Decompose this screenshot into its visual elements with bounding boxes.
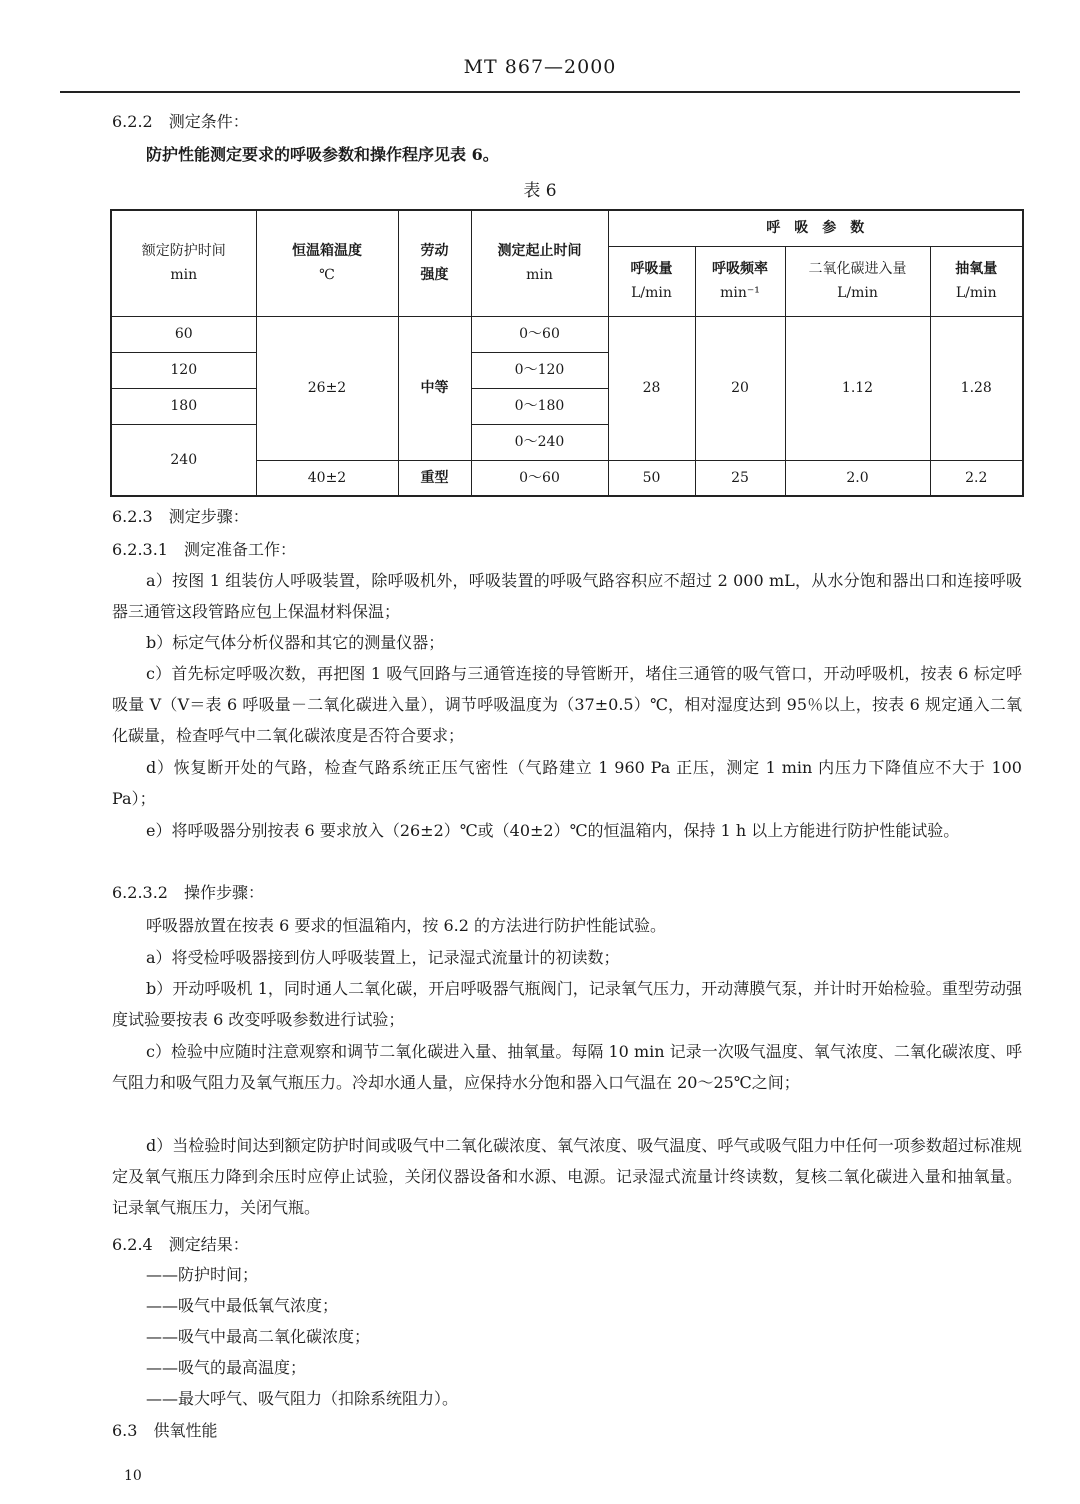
paragraph-prep-d: d）恢复断开处的气路，检查气路系统正压气密性（气路建立 1 960 Pa 正压，测定 1 min 内压力下降值应不大于 100 Pa）； (112, 758, 1022, 808)
paragraph-ops-intro: 呼吸器放置在按表 6 要求的恒温箱内，按 6.2 的方法进行防护性能试验。 (146, 916, 666, 935)
table-cell: 0～180 (471, 388, 608, 424)
col-header-temperature: 恒温箱温度 ℃ (256, 210, 398, 316)
table-cell: 60 (111, 316, 256, 352)
result-item: ——吸气的最高温度； (146, 1358, 307, 1377)
paragraph-ops-b: b）开动呼吸机 1，同时通人二氧化碳，开启呼吸器气瓶阀门，记录氧气压力，开动薄膜气泵，并计时开始检验。重型劳动强度试验要按表 6 改变呼吸参数进行试验； (112, 979, 1022, 1029)
result-item: ——吸气中最低氧气浓度； (146, 1296, 339, 1315)
table-cell: 2.0 (785, 460, 930, 496)
section-6-2-2-heading: 6.2.2 测定条件： (112, 112, 249, 131)
paragraph-ops-c: c）检验中应随时注意观察和调节二氧化碳进入量、抽氧量。每隔 10 min 记录一次吸气温度、氧气浓度、二氧化碳浓度、呼气阻力和吸气阻力及氧气瓶压力。冷却水通人量，应保持水分饱和器入口气温在 20～25℃之间； (112, 1042, 1022, 1092)
table-cell: 50 (608, 460, 695, 496)
table-cell: 180 (111, 388, 256, 424)
paragraph-prep-c: c）首先标定呼吸次数，再把图 1 吸气回路与三通管连接的导管断开，堵住三通管的吸气管口，开动呼吸机，按表 6 标定呼吸量 V（V＝表 6 呼吸量－二氧化碳进入量），调节呼吸温度为（37±0.5）℃，相对湿度达到 95％以上，按表 6 规定通入二氧化碳量，检查呼气中二氧化碳浓度是否符合要求； (112, 664, 1022, 745)
table-cell: 20 (695, 316, 785, 460)
col-header-interval: 测定起止时间 min (471, 210, 608, 316)
table-cell: 120 (111, 352, 256, 388)
paragraph-prep-e: e）将呼吸器分别按表 6 要求放入（26±2）℃或（40±2）℃的恒温箱内，保持 1 h 以上方能进行防护性能试验。 (146, 821, 960, 840)
paragraph-ops-a: a）将受检呼吸器接到仿人呼吸装置上，记录湿式流量计的初读数； (146, 948, 620, 967)
table-cell: 1.28 (930, 316, 1023, 460)
col-header-rated-time: 额定防护时间 min (111, 210, 256, 316)
col-header-co2: 二氧化碳进入量 L/min (785, 246, 930, 316)
paragraph-prep-a: a）按图 1 组装仿人呼吸装置，除呼吸机外，呼吸装置的呼吸气路容积应不超过 2 000 mL，从水分饱和器出口和连接呼吸器三通管这段管路应包上保温材料保温； (112, 571, 1022, 621)
result-item: ——最大呼气、吸气阻力（扣除系统阻力）。 (146, 1389, 459, 1408)
table-cell: 28 (608, 316, 695, 460)
table-cell: 240 (111, 424, 256, 496)
table-6 (110, 209, 1024, 497)
table-cell: 2.2 (930, 460, 1023, 496)
col-header-oxygen: 抽氧量 L/min (930, 246, 1023, 316)
table-cell: 1.12 (785, 316, 930, 460)
col-header-labor: 劳动 强度 (398, 210, 471, 316)
table-cell: 0～120 (471, 352, 608, 388)
section-6-2-4-heading: 6.2.4 测定结果： (112, 1235, 249, 1254)
table-cell: 0～240 (471, 424, 608, 460)
section-6-2-3-heading: 6.2.3 测定步骤： (112, 507, 249, 526)
table-caption: 表 6 (523, 181, 557, 201)
table-cell: 重型 (398, 460, 471, 496)
section-6-2-3-2-heading: 6.2.3.2 操作步骤： (112, 883, 264, 902)
col-header-volume: 呼吸量 L/min (608, 246, 695, 316)
col-header-frequency: 呼吸频率 min⁻¹ (695, 246, 785, 316)
table-cell: 中等 (398, 316, 471, 460)
section-6-2-3-1-heading: 6.2.3.1 测定准备工作： (112, 540, 296, 559)
paragraph-ops-d: d）当检验时间达到额定防护时间或吸气中二氧化碳浓度、氧气浓度、吸气温度、呼气或吸气阻力中任何一项参数超过标准规定及氧气瓶压力降到余压时应停止试验，关闭仪器设备和水源、电源。记录湿式流量计终读数，复核二氧化碳进入量和抽氧量。记录氧气瓶压力，关闭气瓶。 (112, 1136, 1022, 1217)
col-header-respiration-params: 呼 吸 参 数 (608, 210, 1023, 246)
paragraph-prep-b: b）标定气体分析仪器和其它的测量仪器； (146, 633, 445, 652)
table-cell: 0～60 (471, 460, 608, 496)
result-item: ——吸气中最高二氧化碳浓度； (146, 1327, 371, 1346)
table-cell: 0～60 (471, 316, 608, 352)
document-header: MT 867—2000 (463, 56, 617, 78)
result-item: ——防护时间； (146, 1265, 259, 1284)
section-6-2-2-text: 防护性能测定要求的呼吸参数和操作程序见表 6。 (146, 145, 499, 164)
table-cell: 40±2 (256, 460, 398, 496)
table-cell: 26±2 (256, 316, 398, 460)
section-6-3-heading: 6.3 供氧性能 (112, 1421, 218, 1440)
page-number: 10 (124, 1468, 142, 1484)
header-rule (60, 91, 1020, 93)
table-cell: 25 (695, 460, 785, 496)
